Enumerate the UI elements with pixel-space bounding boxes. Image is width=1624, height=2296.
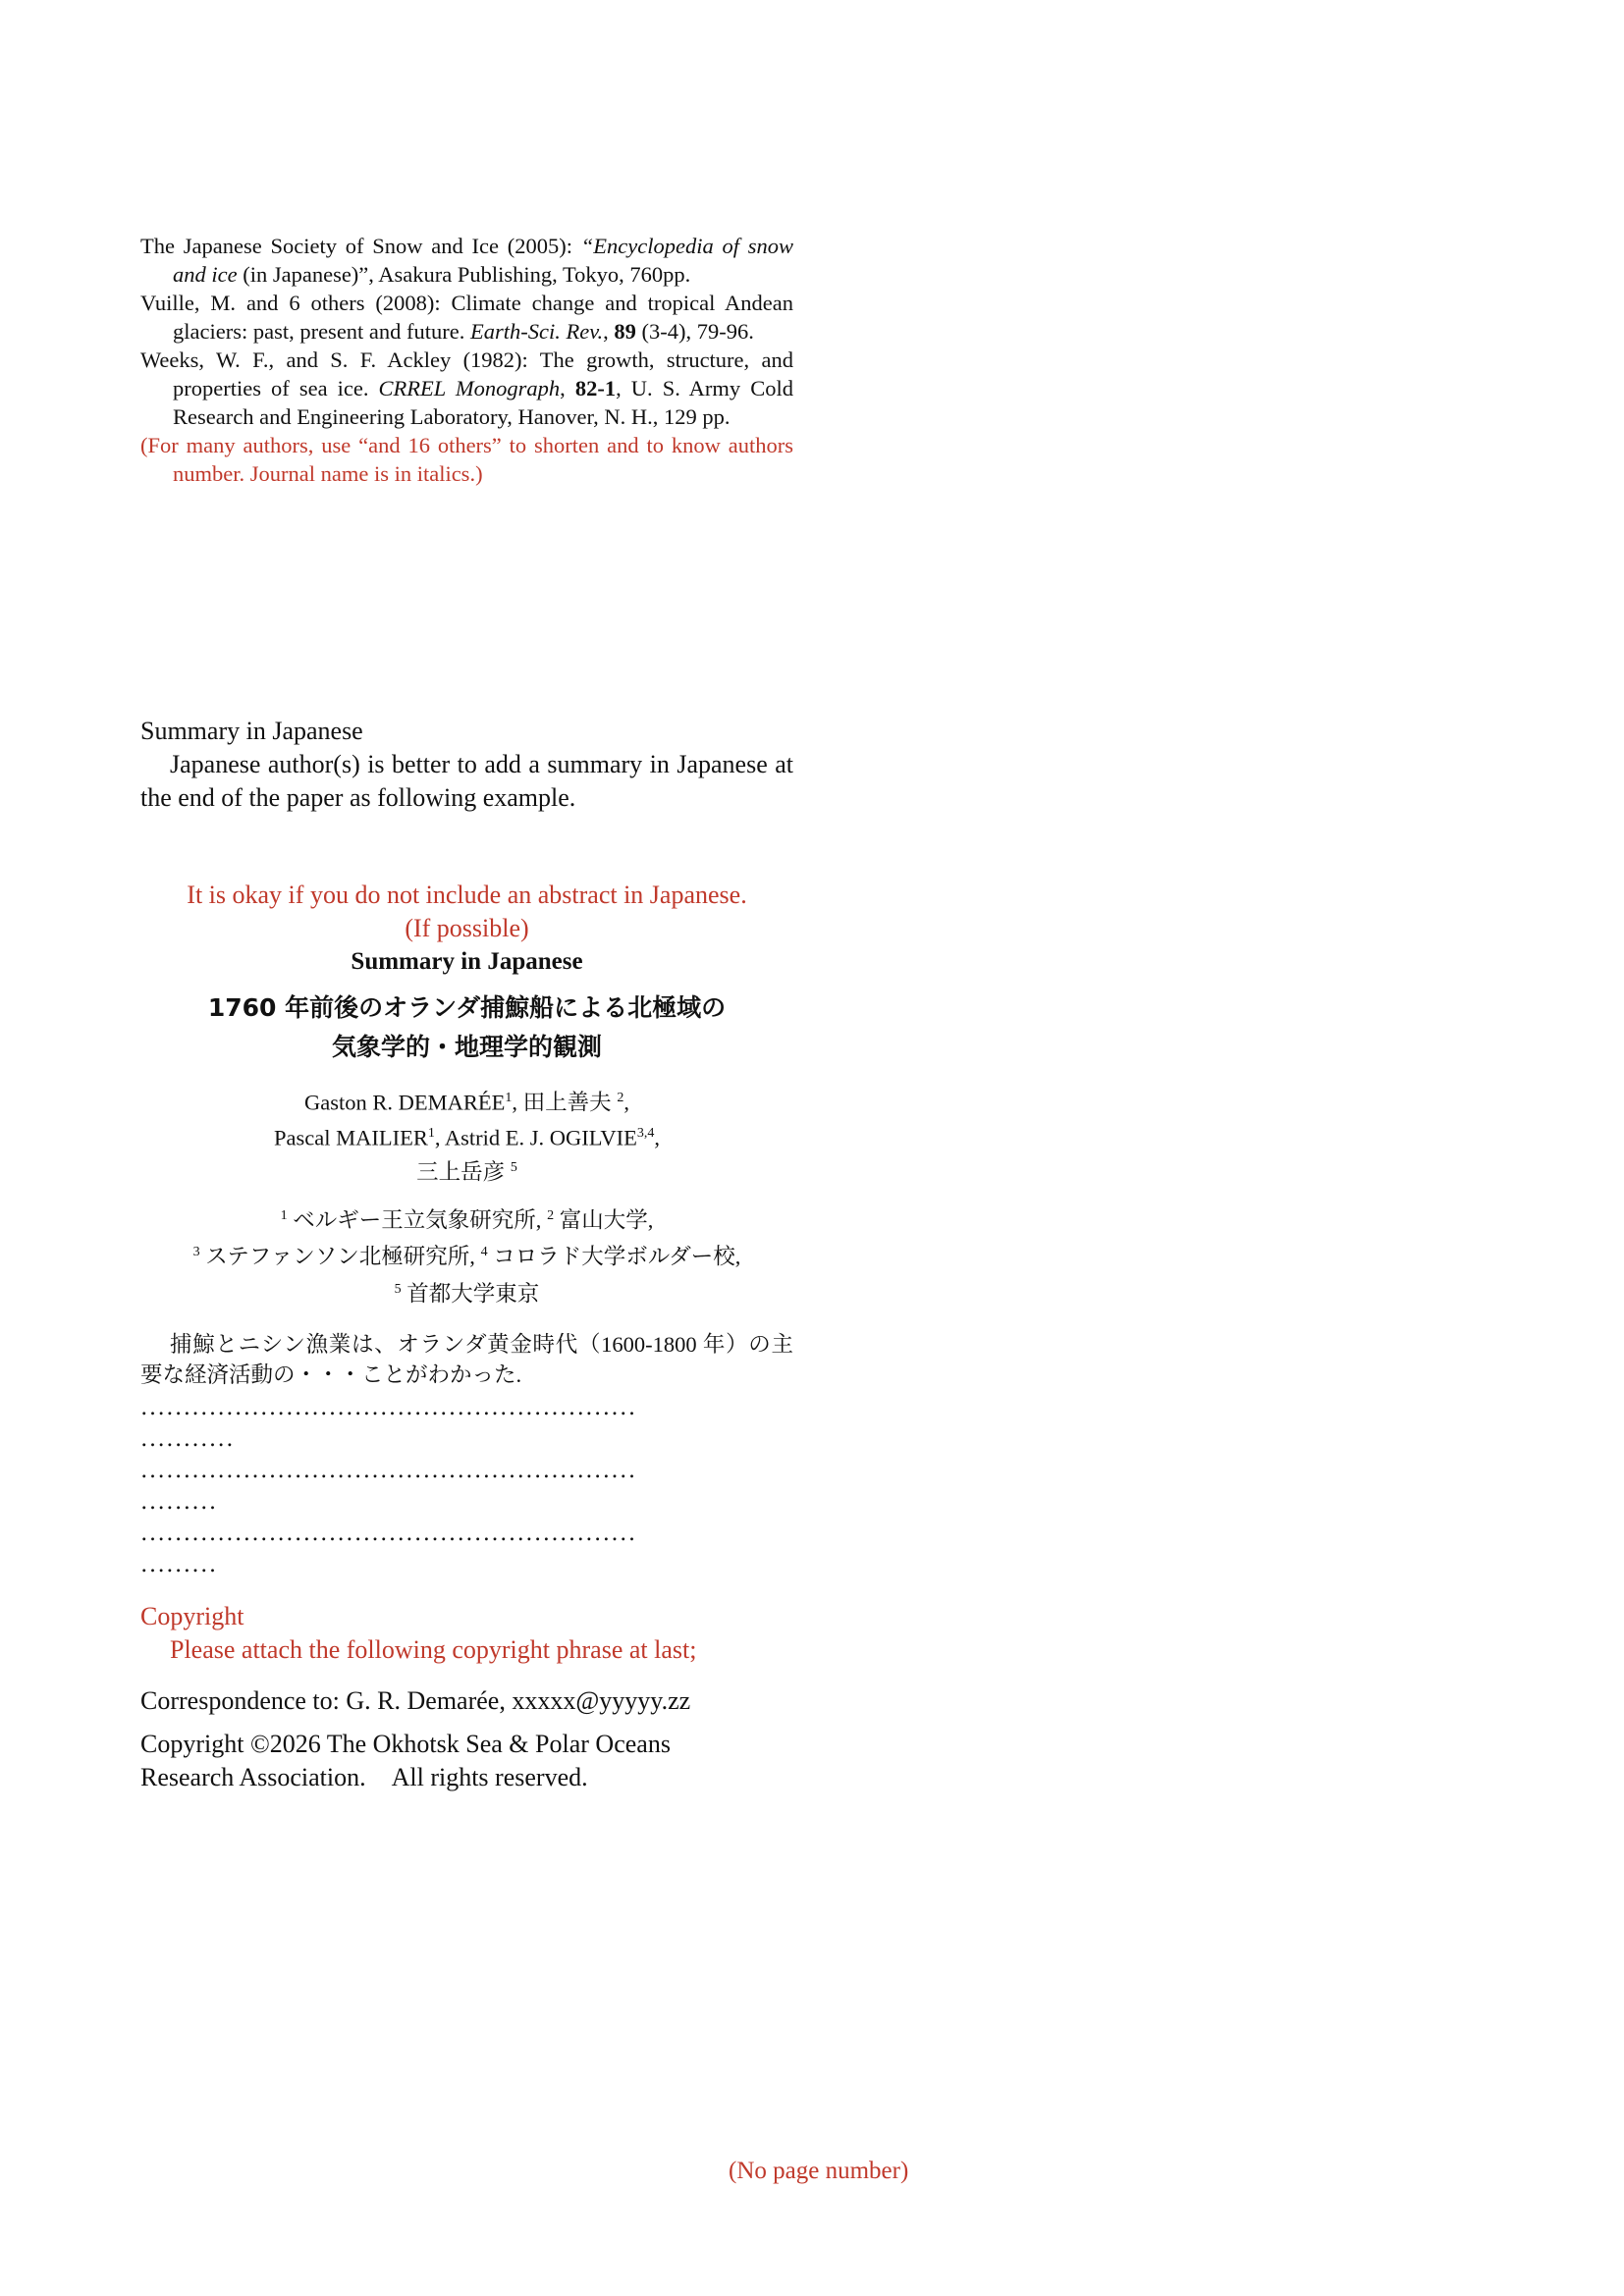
- copyright-line: Copyright ©2026 The Okhotsk Sea & Polar Oceans: [140, 1730, 671, 1758]
- author-name: 三上岳彦: [416, 1159, 511, 1185]
- section-body: Japanese author(s) is better to add a summary in Japanese at the end of the paper as following example.: [140, 750, 793, 812]
- page-number-note: (No page number): [729, 2158, 909, 2184]
- jp-title-line: 気象学的・地理学的観測: [331, 1033, 602, 1061]
- section-heading: Summary in Japanese: [140, 717, 363, 745]
- reference-guideline-note: (For many authors, use “and 16 others” to shorten and to know authors number. Journal name is in italics.): [140, 433, 793, 486]
- reference-entry: The Japanese Society of Snow and Ice (2005): “Encyclopedia of snow and ice (in Japanese)”, Asakura Publishing, Tokyo, 760pp.: [140, 234, 793, 287]
- reference-entry: Vuille, M. and 6 others (2008): Climate change and tropical Andean glaciers: past, present and future. Earth-Sci. Rev., 89 (3-4), 79-96.: [140, 291, 793, 344]
- jp-title-line: 1760 年前後のオランダ捕鯨船による北極域の: [207, 993, 727, 1022]
- jp-summary-body: 捕鯨とニシン漁業は、オランダ黄金時代（1600-1800 年）の主要な経済活動の・・・ことがわかった.: [140, 1332, 793, 1387]
- abstract-optional-note: It is okay if you do not include an abstract in Japanese.: [187, 881, 747, 909]
- author-name: Pascal MAILIER: [273, 1125, 428, 1149]
- author-name: 田上善夫: [522, 1090, 618, 1115]
- summary-instruction-section: [140, 715, 793, 815]
- example-summary-block: [140, 879, 793, 1580]
- abstract-optional-note-sub: (If possible): [405, 914, 529, 942]
- copyright-instruction: Please attach the following copyright phrase at last;: [170, 1635, 697, 1664]
- affiliation-list: $^1$ ベルギー王立気象研究所, $^2$ 富山大学, $^3$ ステファンソン北極研究所, $^4$ コロラド大学ボルダー校, $^5$ 首都大学東京: [192, 1207, 741, 1306]
- placeholder-dots: ․․․․․․․․․․․․․․․․․․․․․․․․․․․․․․․․․․․․․․․․․․․․․․․․․․․․․․․․․․ ․․․․․․․․․․․ ․․․․․․․․․․․․․․․․․․․․․․․․․․․․․․․․․․․․․․․․․․․․․․․․․․․․․․․․․․ ․․․․․․․․․ ․․․․․․․․․․․․․․․․․․․․․․․․․․․․․․․․․․․․․․․․․․․․․․․․․․․․․․․․․․ ․․․․․․․․․: [140, 1395, 637, 1576]
- author-list: Gaston R. DEMARÉE$^1$, 田上善夫 $^2$, Pascal MAILIER$^1$, Astrid E. J. OGILVIE$^{3,4}$, 三上岳彦 $^5$: [273, 1090, 660, 1185]
- jp-paper-title: [140, 988, 793, 1067]
- summary-bold-heading: Summary in Japanese: [351, 948, 583, 975]
- copyright-heading: Copyright: [140, 1602, 244, 1630]
- reference-entry: Weeks, W. F., and S. F. Ackley (1982): The growth, structure, and properties of sea ice. CRREL Monograph, 82-1, U. S. Army Cold Research and Engineering Laboratory, Hanover, N. H., 129 pp.: [140, 347, 793, 429]
- correspondence-line: Correspondence to: G. R. Demarée, xxxxx@yyyyy.zz: [140, 1686, 691, 1715]
- author-name: Astrid E. J. OGILVIE: [444, 1125, 637, 1149]
- author-name: Gaston R. DEMARÉE: [304, 1090, 506, 1115]
- copyright-section: [140, 1600, 793, 1794]
- copyright-line: Research Association. All rights reserved.: [140, 1763, 588, 1791]
- references-list: [140, 232, 793, 488]
